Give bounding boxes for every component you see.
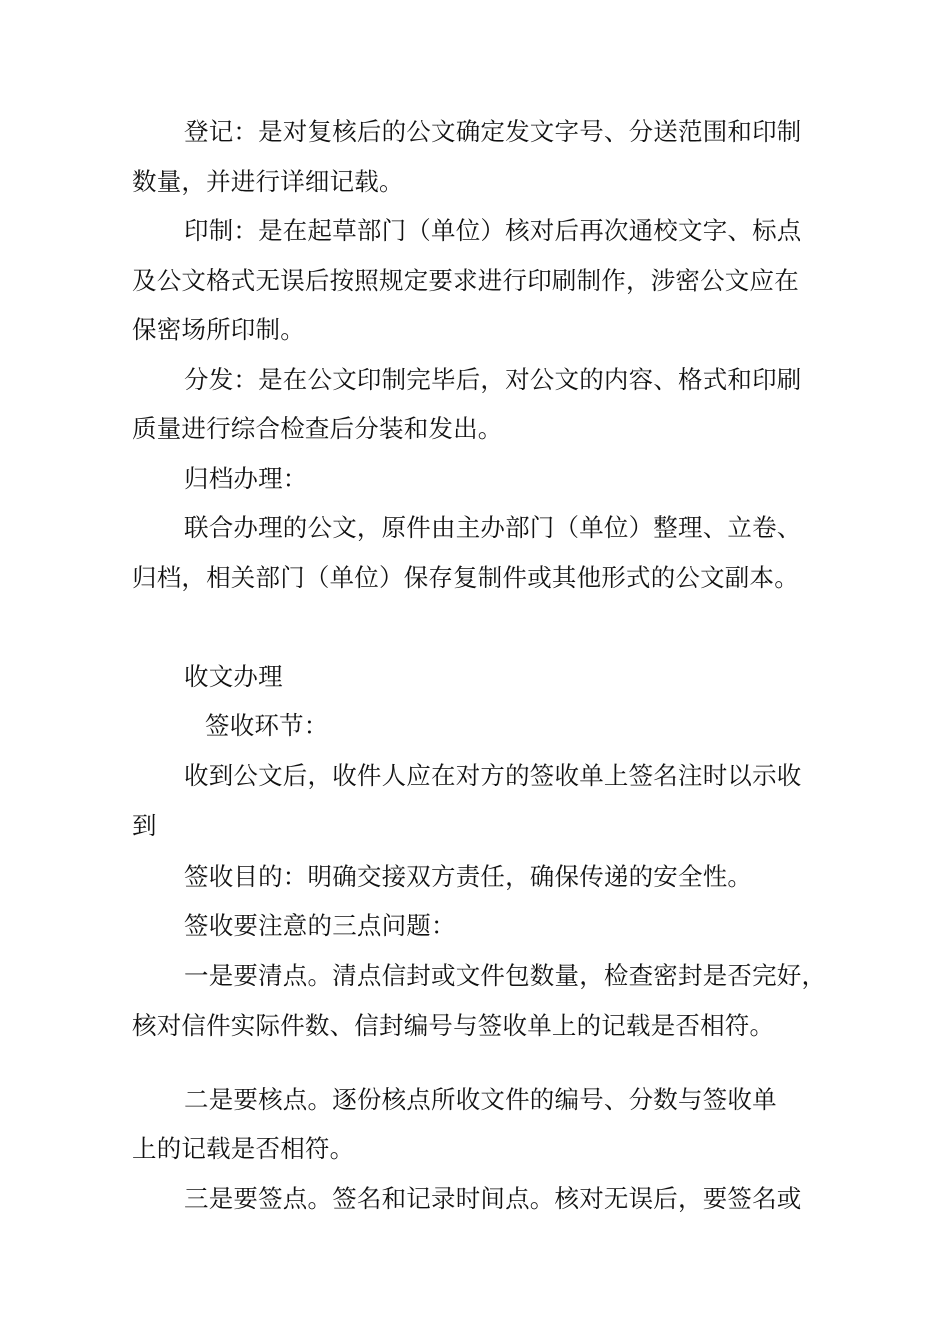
text-line-15: 签收目的：明确交接双方责任，确保传递的安全性。 — [184, 862, 753, 891]
text-line-6: 分发：是在公文印制完毕后，对公文的内容、格式和印刷 — [184, 365, 802, 394]
text-line-21: 三是要签点。签名和记录时间点。核对无误后，要签名或 — [184, 1184, 802, 1213]
text-line-5: 保密场所印制。 — [132, 315, 305, 344]
text-line-18: 核对信件实际件数、信封编号与签收单上的记载是否相符。 — [132, 1011, 775, 1040]
text-line-3: 印制：是在起草部门（单位）核对后再次通校文字、标点 — [184, 216, 802, 245]
section-heading-archive: 归档办理： — [184, 464, 308, 493]
text-line-10: 归档，相关部门（单位）保存复制件或其他形式的公文副本。 — [132, 563, 799, 592]
text-line-4: 及公文格式无误后按照规定要求进行印刷制作，涉密公文应在 — [132, 266, 799, 295]
text-line-20: 上的记载是否相符。 — [132, 1134, 355, 1163]
text-line-14: 到 — [132, 811, 157, 840]
text-line-13: 收到公文后，收件人应在对方的签收单上签名注时以示收 — [184, 761, 802, 790]
section-heading-signing: 签收环节： — [205, 711, 329, 740]
text-line-17: 一是要清点。清点信封或文件包数量，检查密封是否完好， — [184, 961, 827, 990]
text-line-7: 质量进行综合检查后分装和发出。 — [132, 414, 503, 443]
text-line-2: 数量，并进行详细记载。 — [132, 167, 404, 196]
text-line-1: 登记：是对复核后的公文确定发文字号、分送范围和印制 — [184, 117, 802, 146]
text-line-19: 二是要核点。逐份核点所收文件的编号、分数与签收单 — [184, 1085, 777, 1114]
text-line-16: 签收要注意的三点问题： — [184, 911, 456, 940]
section-heading-receive: 收文办理 — [184, 662, 283, 691]
text-line-9: 联合办理的公文，原件由主办部门（单位）整理、立卷、 — [184, 513, 802, 542]
